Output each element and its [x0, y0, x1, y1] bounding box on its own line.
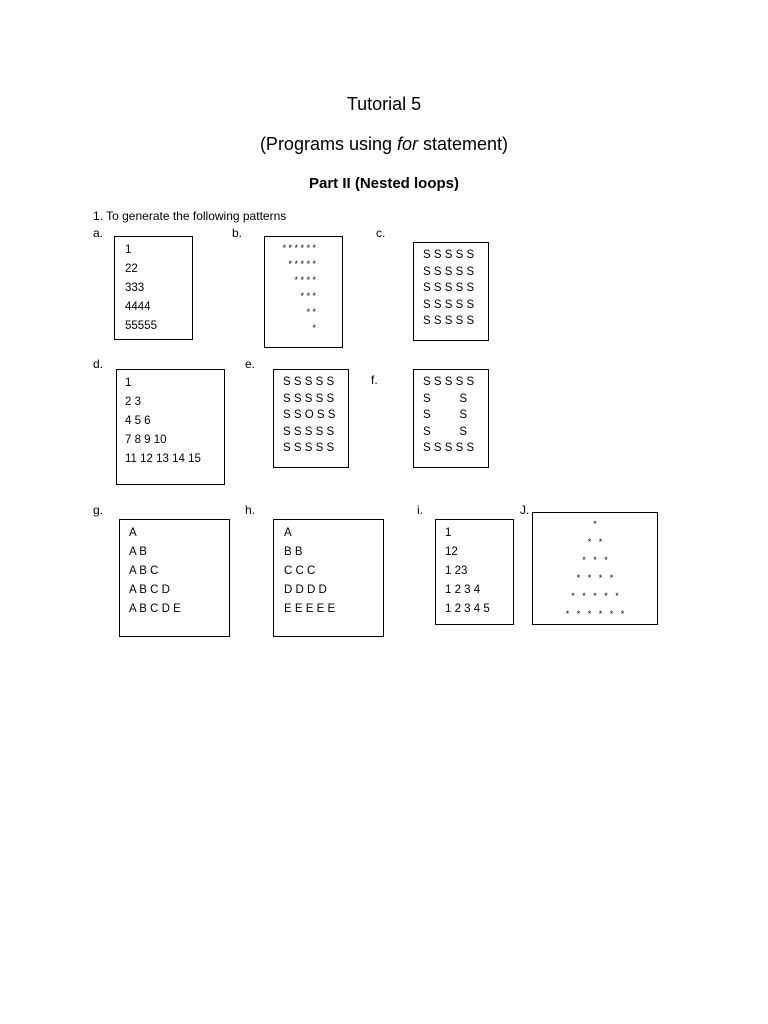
pattern-j-line: * * * * [576, 573, 614, 583]
label-a: a. [93, 226, 104, 240]
pattern-i-line: 1 2 3 4 [445, 584, 481, 596]
subtitle-pre: (Programs using [259, 134, 397, 154]
pattern-j-box [532, 512, 658, 625]
pattern-i-line: 1 [445, 527, 452, 539]
label-c: c. [376, 226, 386, 240]
pattern-i-box [435, 519, 514, 625]
pattern-h-line: D D D D [284, 584, 327, 596]
pattern-j-line: * * * * * [571, 591, 619, 601]
pattern-i-line: 12 [445, 546, 458, 558]
pattern-g-line: A B C [129, 565, 159, 577]
pattern-f-line: S S S S S [423, 442, 475, 454]
pattern-j-line: * * [587, 537, 603, 547]
pattern-a-box [114, 236, 193, 340]
label-i: i. [417, 503, 423, 517]
pattern-a-line: 1 [125, 244, 132, 256]
pattern-d-line: 2 3 [125, 396, 141, 408]
pattern-c-line: S S S S S [423, 298, 475, 311]
pattern-e-line: S S S S S [283, 392, 335, 405]
pattern-b-line: * * * * * * [282, 243, 316, 253]
pattern-e [274, 370, 348, 457]
pattern-a [115, 237, 192, 336]
pattern-g-line: A B [129, 546, 147, 558]
pattern-h-line: A [284, 527, 292, 539]
subtitle-post: statement) [418, 134, 509, 154]
pattern-b-line: * * [306, 307, 316, 317]
pattern-f [414, 370, 488, 457]
pattern-c [414, 243, 488, 330]
pattern-g-box [119, 519, 230, 637]
pattern-i-line: 1 23 [445, 565, 468, 577]
pattern-d-line: 11 12 13 14 15 [125, 453, 201, 465]
pattern-b-line: * * * * * [288, 259, 316, 269]
pattern-c-line: S S S S S [423, 249, 475, 261]
pattern-h-line: C C C [284, 565, 316, 577]
pattern-j-line: * * * * * * [565, 609, 625, 619]
pattern-e-line: S S S S S [283, 376, 335, 388]
pattern-b-line: * [312, 323, 316, 333]
label-g: g. [93, 503, 104, 517]
question-intro: 1. To generate the following patterns [93, 209, 287, 223]
pattern-c-line: S S S S S [423, 282, 475, 294]
label-e: e. [245, 357, 256, 371]
pattern-i [436, 520, 513, 619]
pattern-b-box [264, 236, 343, 348]
pattern-g-line: A B C D [129, 584, 170, 596]
pattern-g [120, 520, 229, 619]
pattern-j [533, 515, 657, 623]
pattern-e-box [273, 369, 349, 468]
pattern-f-line: S S [423, 392, 468, 405]
pattern-d-box [116, 369, 225, 485]
subtitle-em: for [397, 134, 419, 154]
pattern-c-line: S S S S S [423, 315, 475, 327]
pattern-b [282, 240, 316, 336]
pattern-a-line: 333 [125, 282, 145, 294]
pattern-c-box [413, 242, 489, 341]
part-heading: Part II (Nested loops) [308, 175, 460, 192]
pattern-g-line: A [129, 527, 137, 539]
pattern-h-line: E E E E E [284, 603, 336, 615]
pattern-e-line: S S S S S [283, 425, 335, 438]
pattern-f-line: S S [423, 409, 468, 421]
pattern-b-line: * * * [300, 291, 316, 301]
pattern-d-line: 7 8 9 10 [125, 434, 167, 446]
pattern-d [117, 370, 224, 469]
pattern-j-line: * [593, 519, 597, 529]
label-h: h. [245, 503, 256, 517]
pattern-f-line: S S S S S [423, 376, 475, 388]
pattern-d-line: 4 5 6 [125, 415, 151, 427]
pattern-g-line: A B C D E [129, 603, 181, 615]
pattern-e-line: S S O S S [283, 409, 336, 421]
label-j: J. [520, 503, 530, 517]
pattern-h-box [273, 519, 384, 637]
page-title: Tutorial 5 [346, 94, 422, 114]
pattern-c-line: S S S S S [423, 265, 475, 278]
pattern-b-line: * * * * [294, 275, 316, 285]
page-subtitle [0, 134, 768, 155]
pattern-i-line: 1 2 3 4 5 [445, 603, 490, 615]
pattern-j-line: * * * [582, 555, 608, 565]
pattern-h-line: B B [284, 546, 303, 558]
label-d: d. [93, 357, 104, 371]
label-f: f. [371, 373, 378, 387]
pattern-d-line: 1 [125, 377, 132, 389]
pattern-h [274, 520, 383, 619]
pattern-f-line: S S [423, 425, 468, 438]
pattern-a-line: 22 [125, 263, 138, 275]
pattern-a-line: 55555 [125, 320, 157, 332]
pattern-e-line: S S S S S [283, 442, 335, 454]
pattern-f-box [413, 369, 489, 468]
pattern-a-line: 4444 [125, 301, 151, 313]
label-b: b. [232, 226, 243, 240]
